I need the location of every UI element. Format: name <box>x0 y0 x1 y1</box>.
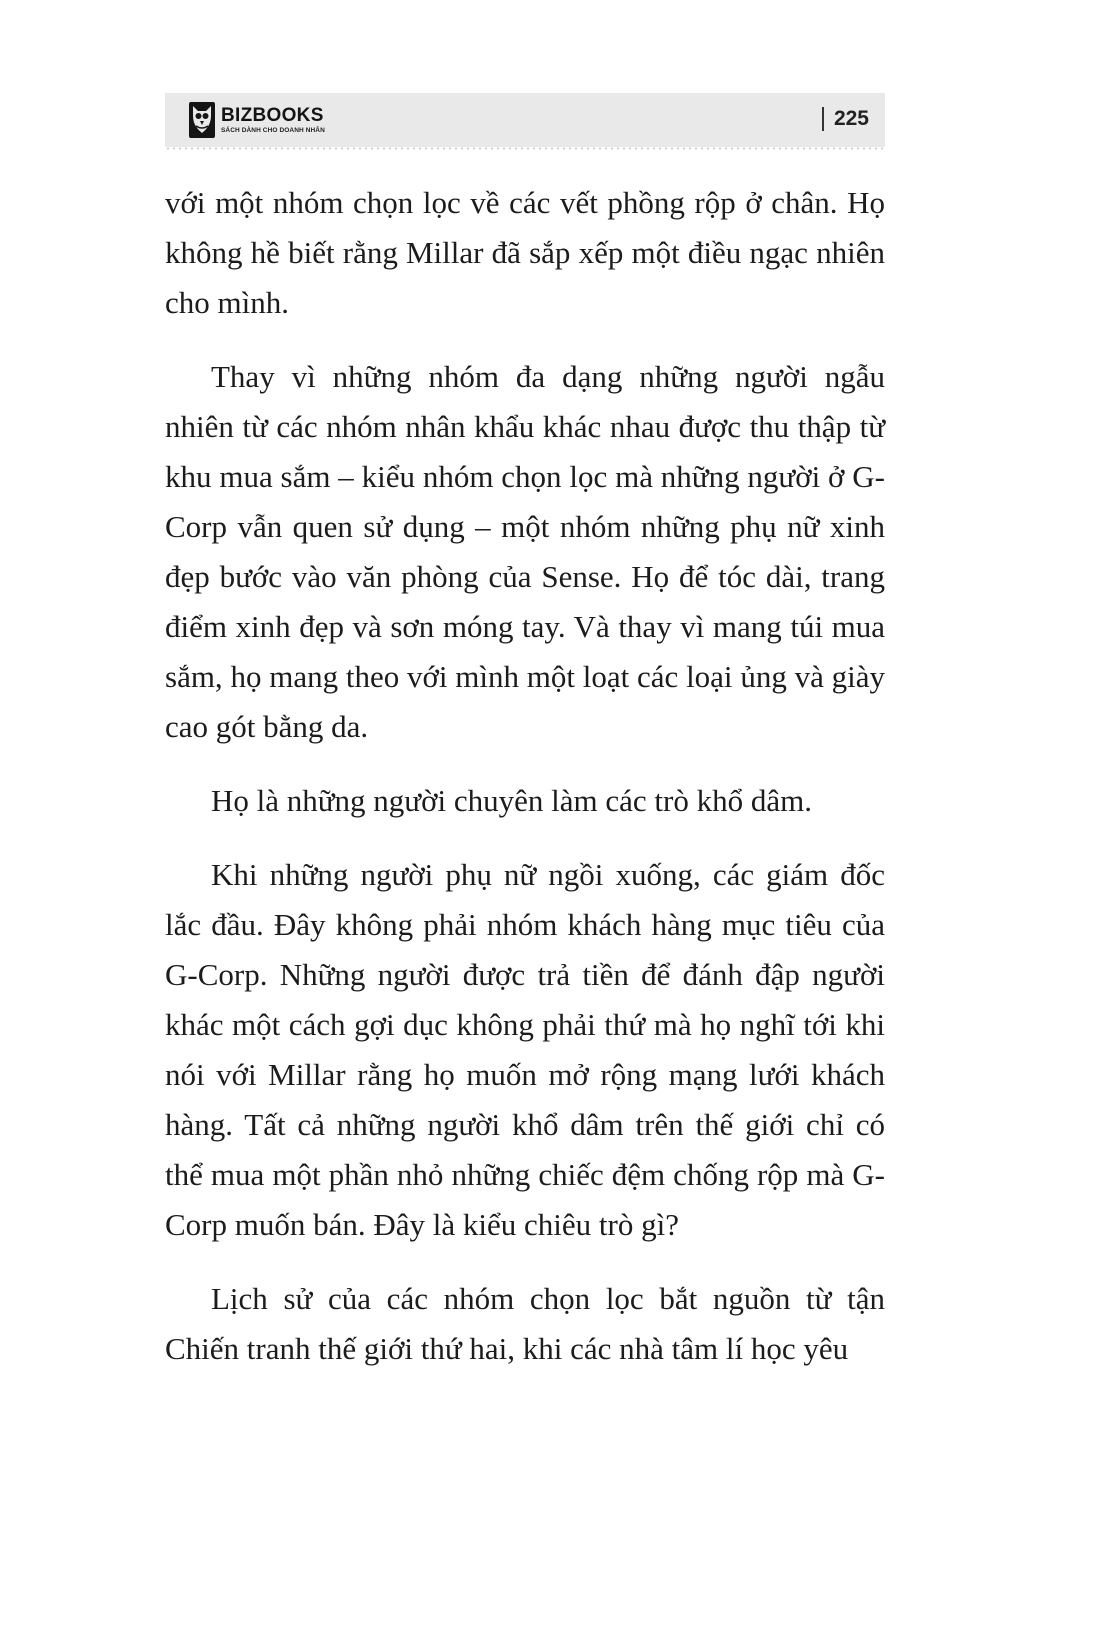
brand-name: BIZBOOKS <box>221 104 324 126</box>
page-number-block <box>822 107 869 131</box>
page-header <box>165 93 885 147</box>
brand-tagline: SÁCH DÀNH CHO DOANH NHÂN <box>221 126 325 134</box>
publisher-logo <box>189 102 325 138</box>
paragraph-1: với một nhóm chọn lọc về các vết phồng rộp ở chân. Họ không hề biết rằng Millar đã sắp xếp một điều ngạc nhiên cho mình. <box>165 185 885 320</box>
page-number: 225 <box>833 107 869 130</box>
paragraph-3: Họ là những người chuyên làm các trò khổ dâm. <box>211 783 812 818</box>
paragraph-2: Thay vì những nhóm đa dạng những người ngẫu nhiên từ các nhóm nhân khẩu khác nhau được thu thập từ khu mua sắm – kiểu nhóm chọn lọc mà những người ở G-Corp vẫn quen sử dụng – một nhóm những phụ nữ xinh đẹp bước vào văn phòng của Sense. Họ để tóc dài, trang điểm xinh đẹp và sơn móng tay. Và thay vì mang túi mua sắm, họ mang theo với mình một loạt các loại ủng và giày cao gót bằng da. <box>165 359 885 744</box>
paragraph-5: Lịch sử của các nhóm chọn lọc bắt nguồn từ tận Chiến tranh thế giới thứ hai, khi các nhà tâm lí học yêu <box>165 1281 885 1366</box>
paragraph-4: Khi những người phụ nữ ngồi xuống, các giám đốc lắc đầu. Đây không phải nhóm khách hàng mục tiêu của G-Corp. Những người được trả tiền để đánh đập người khác một cách gợi dục không phải thứ mà họ nghĩ tới khi nói với Millar rằng họ muốn mở rộng mạng lưới khách hàng. Tất cả những người khổ dâm trên thế giới chỉ có thể mua một phần nhỏ những chiếc đệm chống rộp mà G-Corp muốn bán. Đây là kiểu chiêu trò gì? <box>165 857 885 1242</box>
divider <box>822 107 824 131</box>
owl-logo-icon <box>189 102 215 138</box>
page-body <box>165 178 885 1398</box>
